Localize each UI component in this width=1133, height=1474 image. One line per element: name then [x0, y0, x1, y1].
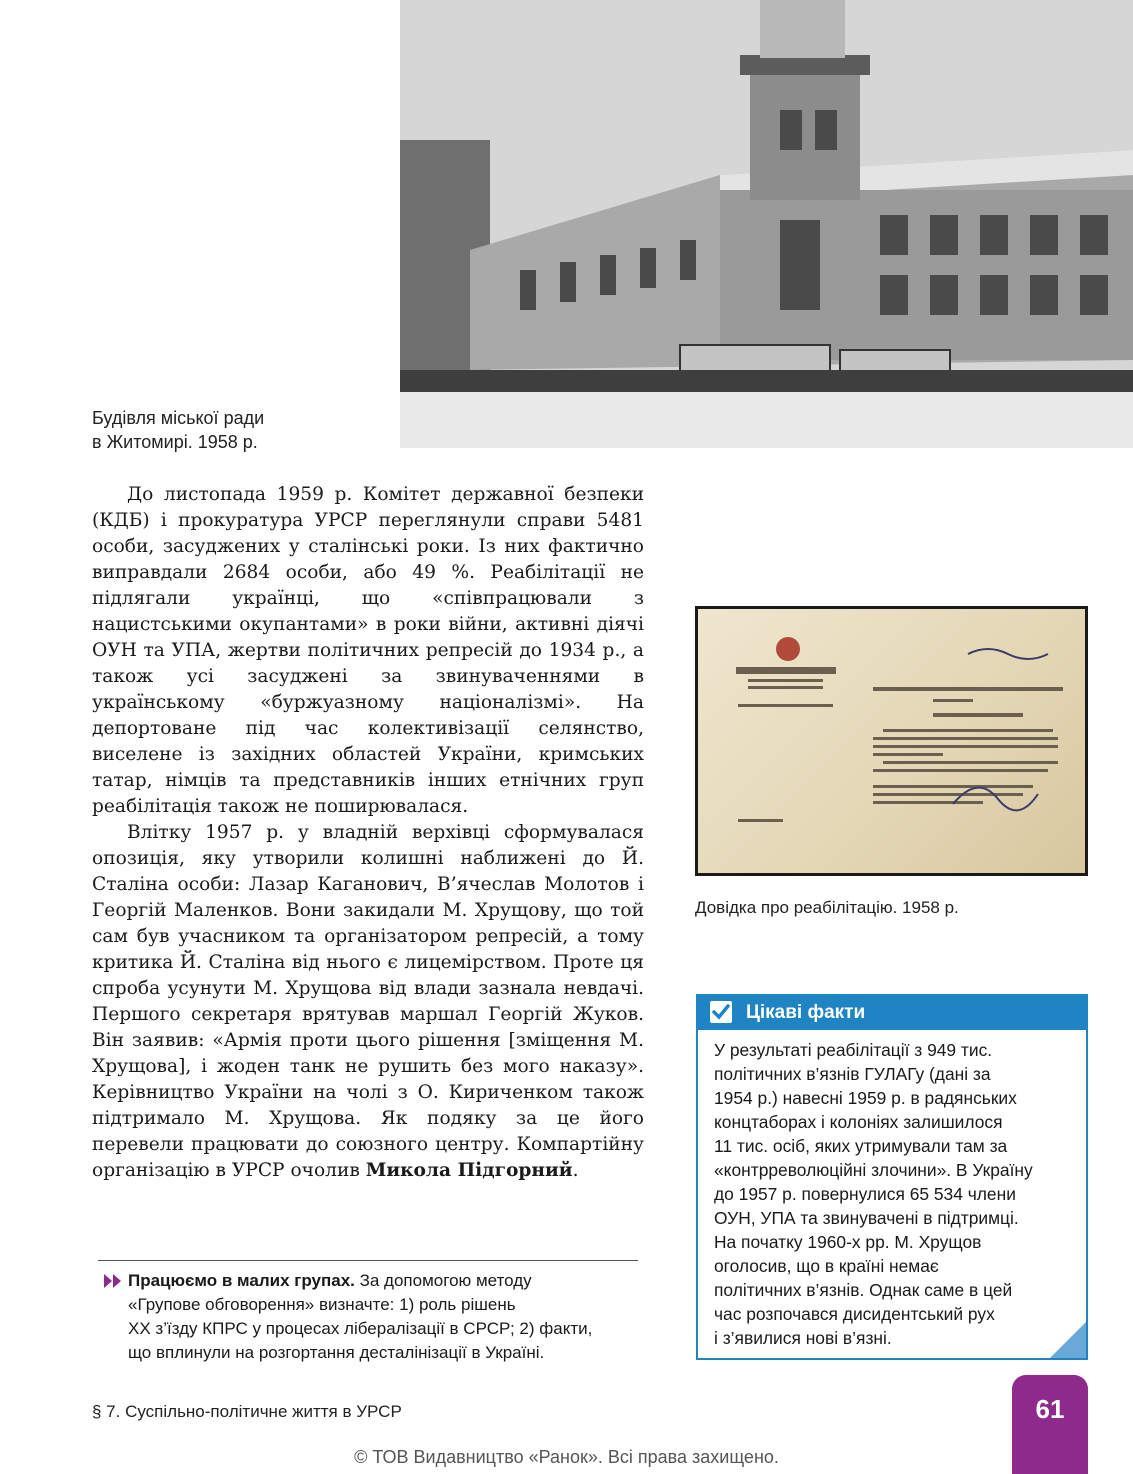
copyright-notice: © ТОВ Видавництво «Ранок». Всі права захищено.: [354, 1447, 779, 1467]
caption-line: Будівля міської ради: [92, 408, 265, 428]
group-work-title: Працюємо в малих групах.: [128, 1271, 355, 1290]
checkmark-icon: [710, 1001, 732, 1023]
facts-line: політичних в’язнів. Однак саме в цей: [714, 1280, 1013, 1300]
facts-line: У результаті реабілітації з 949 тис.: [714, 1040, 993, 1060]
facts-line: концтаборах і колоніях залишилося: [714, 1112, 1003, 1132]
document-illustration: [698, 609, 1085, 873]
emblem-icon: [776, 637, 800, 661]
main-text: [92, 482, 644, 1184]
paragraph-end: .: [572, 1160, 579, 1181]
group-work-line: XX з’їзду КПРС у процесах лібералізації в СРСР; 2) факти,: [128, 1319, 593, 1338]
bold-name: Микола Підгорний: [365, 1160, 573, 1181]
section-title-footer: § 7. Суспільно-політичне життя в УРСР: [92, 1402, 402, 1421]
group-work-line: що вплинули на розгортання десталінізації в Україні.: [128, 1343, 545, 1362]
page-number: 61: [1035, 1394, 1065, 1424]
facts-line: На початку 1960-х рр. М. Хрущов: [714, 1232, 982, 1252]
group-work-line: «Групове обговорення» визначте: 1) роль рішень: [128, 1295, 516, 1314]
facts-text: [714, 1038, 1074, 1350]
facts-line: час розпочався дисидентський рух: [714, 1304, 995, 1324]
facts-line: ОУН, УПА та звинувачені в підтримці.: [714, 1208, 1019, 1228]
facts-line: оголосив, що в країні немає: [714, 1256, 939, 1276]
facts-line: 1954 р.) навесні 1959 р. в радянських: [714, 1088, 1017, 1108]
paragraph: [92, 820, 644, 1184]
caption-line: в Житомирі. 1958 р.: [92, 432, 258, 452]
paragraph-text: Влітку 1957 р. у владній верхівці сформувалася опозиція, яку утворили колишні наближені до Й. Сталіна особи: Лазар Каганович, В’ячеслав Молотов і Георгій Маленков. Вони закидали М. Хрущову, що той сам був учасником та організатором репресій, а тому критика Й. Сталіна від нього є лицемірством. Проте ця спроба усунути М. Хрущова від влади зазнала невдачі. Першого секретаря врятував маршал Георгій Жуков. Він заявив: «Армія проти цього рішення [зміщення М. Хрущова], і жоден танк не рушить без мого наказу». Керівництво України на чолі з О. Кириченком також підтримало М. Хрущова. Як подяку за це його перевели працювати до союзного центру. Компартійну організацію в УРСР очолив: [92, 822, 644, 1181]
group-work-line: [104, 1269, 644, 1293]
group-work-task: [104, 1269, 644, 1365]
city-hall-photo: [400, 0, 1133, 448]
document-caption: Довідка про реабілітацію. 1958 р.: [695, 898, 959, 917]
facts-line: і з’явилися нові в’язні.: [714, 1328, 892, 1348]
interesting-facts-box: [696, 994, 1088, 1360]
city-hall-caption: [92, 406, 382, 454]
document-paper: [698, 609, 1085, 873]
facts-header: [698, 996, 1086, 1030]
group-work-text: За допомогою методу: [354, 1271, 532, 1290]
paragraph: До листопада 1959 р. Комітет державної безпеки (КДБ) і прокуратура УРСР переглянули справи 5481 особи, засуджених у сталінські роки. Із них фактично виправдали 2684 особи, або 49 %. Реабілітації не підлягали українці, що «співпрацювали з нацистськими окупантами» в роки війни, активні діячі ОУН та УПА, жертви політичних репресій до 1934 р., а також усі засуджені за звинуваченнями в українському «буржуазному націоналізмі». На депортоване під час колективізації селянство, виселене із західних областей України, кримських татар, німців та представників інших етнічних груп реабілітація також не поширювалася.: [92, 484, 644, 817]
rehabilitation-certificate-photo: [695, 606, 1088, 876]
divider: [98, 1260, 638, 1261]
facts-title: Цікаві факти: [746, 1002, 866, 1023]
city-hall-illustration: [400, 0, 1133, 448]
facts-line: «контрреволюційні злочини». В Україну: [714, 1160, 1033, 1180]
double-arrow-icon: [104, 1274, 124, 1288]
facts-line: 11 тис. осіб, яких утримували там за: [714, 1136, 1008, 1156]
facts-line: політичних в’язнів ГУЛАГу (дані за: [714, 1064, 991, 1084]
corner-triangle-icon: [1050, 1322, 1086, 1358]
facts-line: до 1957 р. повернулися 65 534 члени: [714, 1184, 1016, 1204]
